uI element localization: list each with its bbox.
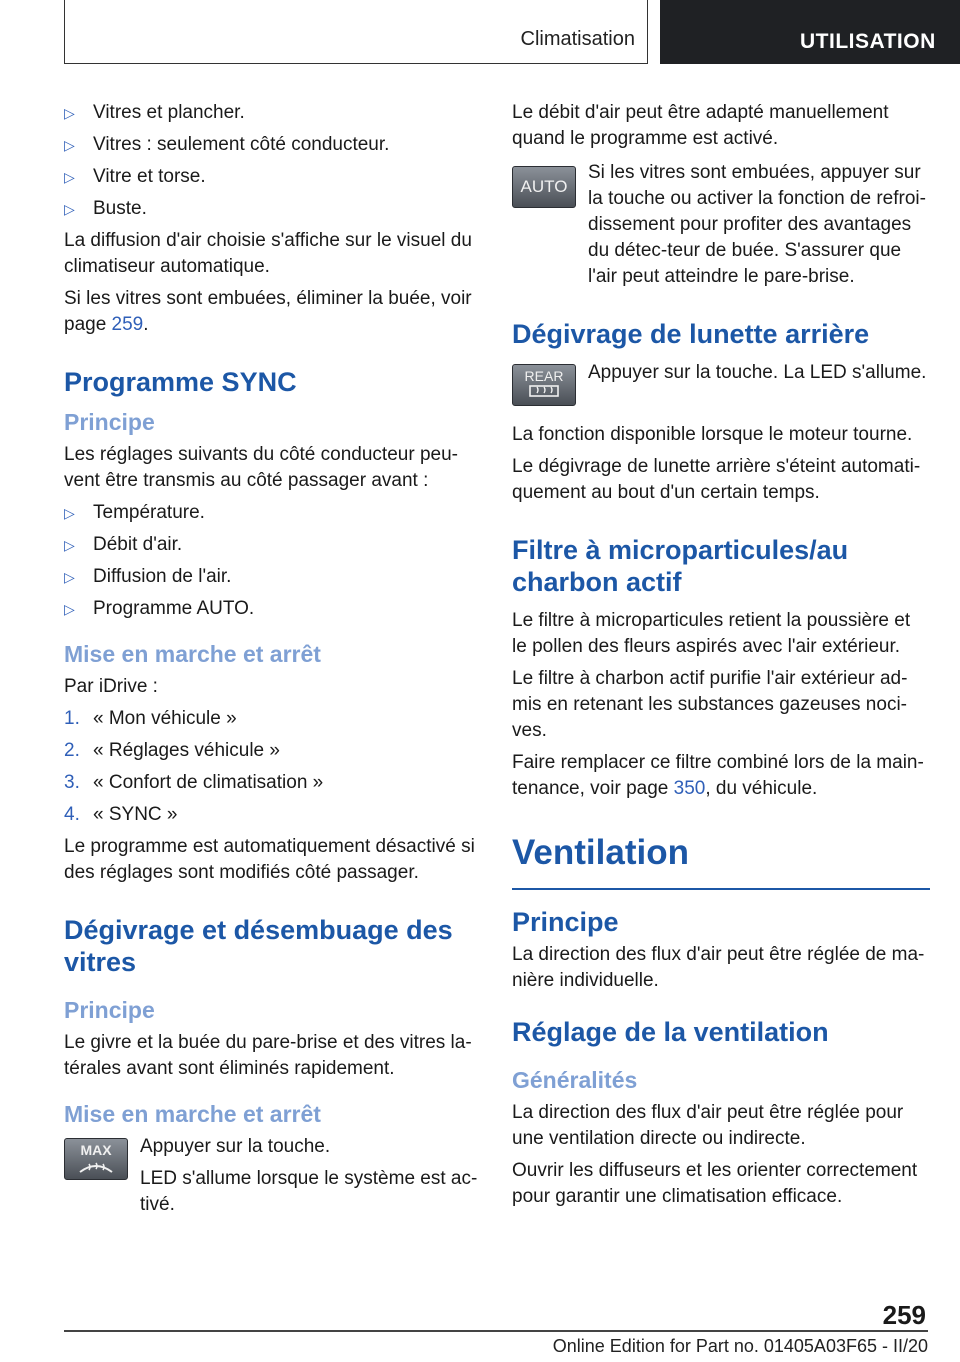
page-link[interactable]: 259 [111,314,144,335]
paragraph: Appuyer sur la touche. [140,1136,331,1157]
paragraph: Le filtre à microparticules retient la poussière et le pollen des fleurs aspirés avec l'air extérieur. [512,610,911,657]
heading-principe: Principe [512,907,619,937]
paragraph: Si les vitres sont embuées, éliminer la buée, voir page 259. [64,288,472,335]
triangle-bullet-icon: ▷ [64,137,75,153]
paragraph: La fonction disponible lorsque le moteur tourne. [512,424,913,445]
triangle-bullet-icon: ▷ [64,505,75,521]
rear-defrost-button[interactable]: REAR [512,364,576,406]
chapter-tab: UTILISATION [660,0,960,64]
bullet-item: ▷ Buste. [64,196,482,222]
paragraph: Le dégivrage de lunette arrière s'éteint automati-quement au bout d'un certain temps. [512,456,921,503]
paragraph: Par iDrive : [64,676,158,697]
paragraph: Le filtre à charbon actif purifie l'air extérieur ad-mis en retenant les substances gazeuses noci-ves. [512,668,908,741]
bullet-item: ▷ Température. [64,500,482,526]
bullet-item: ▷ Vitre et torse. [64,164,482,190]
paragraph: Appuyer sur la touche. La LED s'allume. [588,362,927,383]
paragraph: Le givre et la buée du pare-brise et des vitres la-térales avant sont éliminés rapidement. [64,1032,472,1079]
footer-divider [64,1330,928,1332]
right-column [512,100,930,1216]
edition-note: Online Edition for Part no. 01405A03F65 - II/20 [552,1336,928,1356]
bullet-item: ▷ Vitres et plancher. [64,100,482,126]
heading-reglage: Réglage de la ventilation [512,1017,829,1047]
auto-button-description [512,160,930,290]
subheading-principe: Principe [64,409,155,435]
windshield-defrost-icon [76,1158,116,1174]
paragraph: Le programme est automatiquement désactivé si des réglages sont modifiés côté passager. [64,836,475,883]
heading-lunette: Dégivrage de lunette arrière [512,319,870,349]
triangle-bullet-icon: ▷ [64,601,75,617]
paragraph: Faire remplacer ce filtre combiné lors de la main-tenance, voir page 350, du véhicule. [512,752,924,799]
triangle-bullet-icon: ▷ [64,201,75,217]
heading-sync: Programme SYNC [64,367,297,397]
paragraph: Ouvrir les diffuseurs et les orienter correctement pour garantir une climatisation efficace. [512,1160,918,1207]
section-divider [512,888,930,890]
step-item: 3. « Confort de climatisation » [64,772,324,793]
step-item: 4. « SYNC » [64,804,178,825]
step-item: 2. « Réglages véhicule » [64,740,280,761]
section-title: Climatisation [520,28,635,50]
bullet-item: ▷ Programme AUTO. [64,596,482,622]
paragraph: Les réglages suivants du côté conducteur peu-vent être transmis au côté passager avant : [64,444,458,491]
page-link[interactable]: 350 [673,778,706,799]
page-number: 259 [882,1300,926,1330]
heading-ventilation: Ventilation [512,833,689,872]
bullet-item: ▷ Vitres : seulement côté conducteur. [64,132,482,158]
subheading-marche: Mise en marche et arrêt [64,1101,321,1127]
subheading-principe: Principe [64,997,155,1023]
paragraph: La diffusion d'air choisie s'affiche sur le visuel du climatiseur automatique. [64,230,472,277]
bullet-item: ▷ Débit d'air. [64,532,482,558]
max-button-description [64,1134,482,1218]
paragraph: Si les vitres sont embuées, appuyer sur la touche ou activer la fonction de refroi-dissement pour profiter des avantages du détec-teur de buée. S'assurer que l'air peut atteindre le pare-brise. [588,162,926,287]
subheading-marche: Mise en marche et arrêt [64,641,321,667]
paragraph: LED s'allume lorsque le système est ac-tivé. [140,1168,478,1215]
paragraph: La direction des flux d'air peut être réglée pour une ventilation directe ou indirecte. [512,1102,904,1149]
heading-degivrage: Dégivrage et désembuage des vitres [64,915,453,977]
step-item: 1. « Mon véhicule » [64,708,237,729]
auto-button[interactable]: AUTO [512,166,576,208]
left-column [64,100,482,1224]
bullet-item: ▷ Diffusion de l'air. [64,564,482,590]
paragraph: Le débit d'air peut être adapté manuellement quand le programme est activé. [512,102,889,149]
triangle-bullet-icon: ▷ [64,569,75,585]
max-defrost-button[interactable]: MAX [64,1138,128,1180]
heading-filtre: Filtre à microparticules/au charbon actif [512,535,849,597]
triangle-bullet-icon: ▷ [64,169,75,185]
header-frame [64,0,648,64]
rear-button-description [512,360,930,410]
paragraph: La direction des flux d'air peut être réglée de ma-nière individuelle. [512,944,925,991]
triangle-bullet-icon: ▷ [64,105,75,121]
rear-window-defrost-icon [524,384,564,402]
subheading-generalites: Généralités [512,1067,638,1093]
triangle-bullet-icon: ▷ [64,537,75,553]
